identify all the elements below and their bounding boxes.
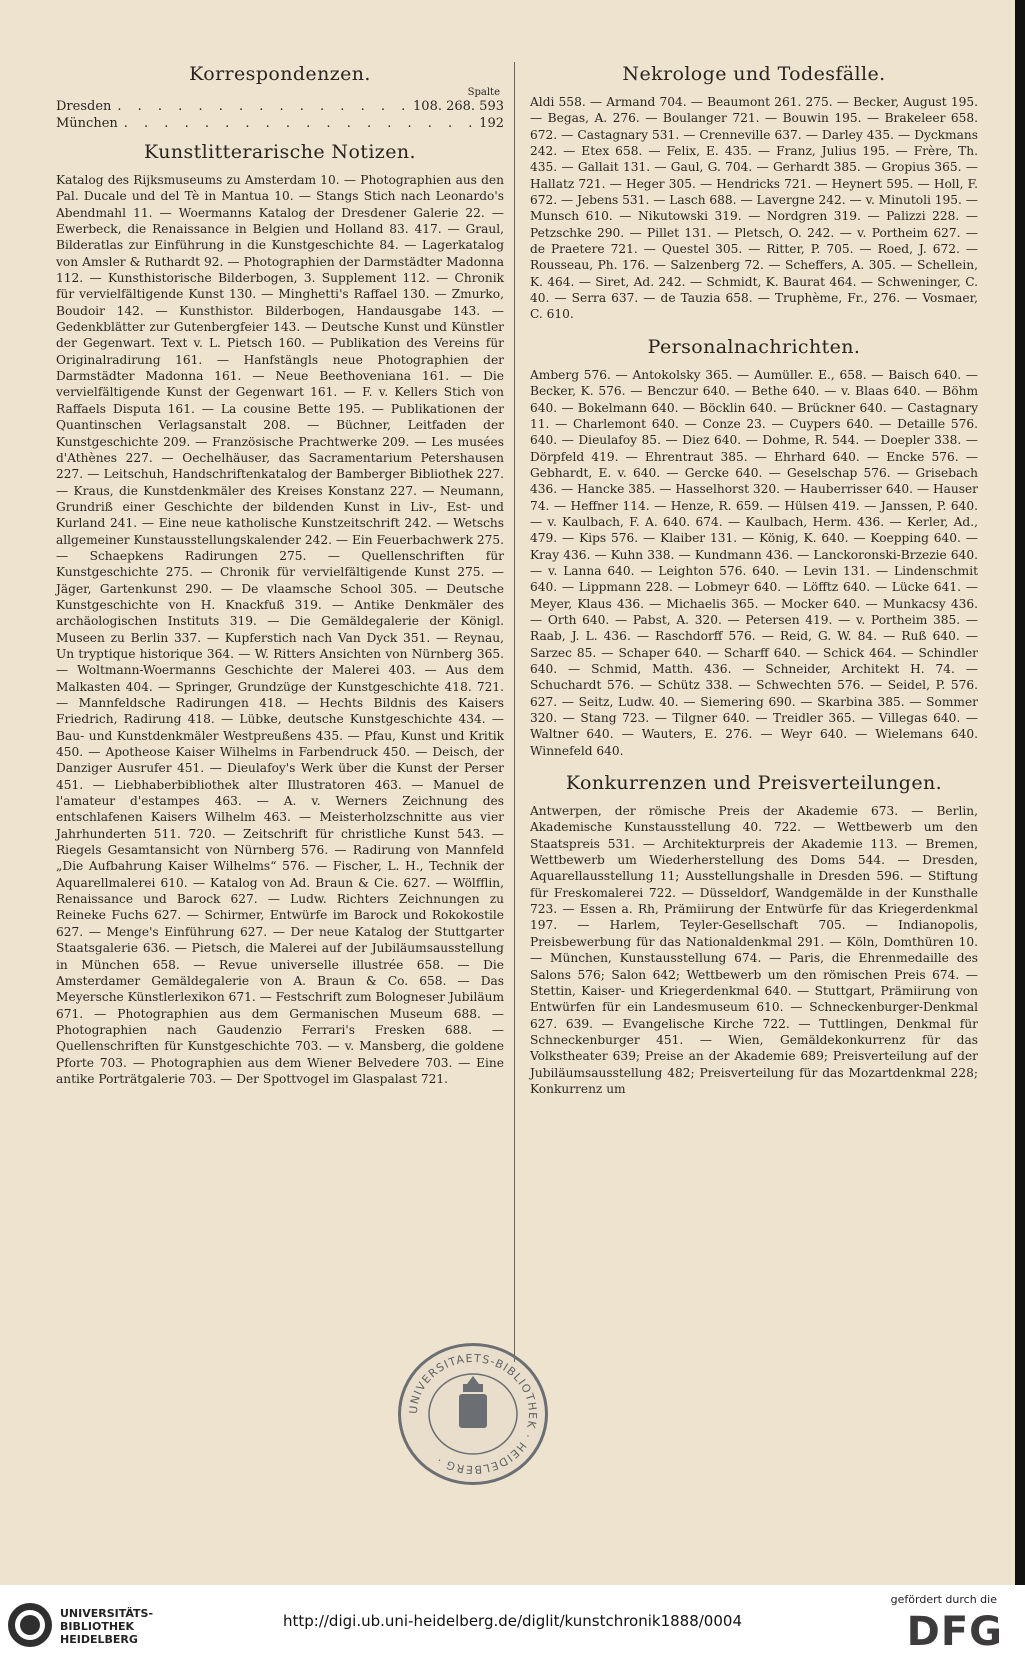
toc-leader <box>117 98 407 115</box>
notizen-heading: Kunstlitterarische Notizen. <box>144 141 416 163</box>
toc-row <box>56 115 504 132</box>
konkurrenzen-text: Antwerpen, der römische Preis der Akademie 673. — Berlin, Akademische Kunstausstellung 40. 722. — Wettbewerb um den Staatspreis 531. — Architekturpreis der Akademie 113. — Bremen, Wettbewerb um Wiederherstellung des Doms 544. — Dresden, Aquarellausstellung 11; Ausstellungshalle in Dresden 596. — Stiftung für Freskomalerei 722. — Düsseldorf, Wandgemälde in der Kunsthalle 723. — Essen a. Rh, Prämiirung der Entwürfe für das Kriegerdenkmal 197. — Harlem, Teyler-Gesellschaft 705. — Indianopolis, Preisbewerbung für das Nationaldenkmal 291. — Köln, Domthüren 10. — München, Kunstausstellung 674. — Paris, die Ehrenmedaille des Salons 576; Salon 642; Wettbewerb um den römischen Preis 674. — Stettin, Kaiser- und Kriegerdenkmal 640. — Stuttgart, Prämiirung von Entwürfen für ein Landesmuseum 610. — Schneckenburger-Denkmal 627. 639. — Evangelische Kirche 722. — Tuttlingen, Denkmal für Schneckenburger 451. — Wien, Gemäldekonkurrenz für das Volkstheater 639; Preise an der Akademie 689; Preisverteilung auf der Jubiläumsausstellung 482; Preisverteilung für das Mozartdenkmal 228; Konkurrenz um <box>530 804 978 1096</box>
notizen-text: Katalog des Rijksmuseums zu Amsterdam 10. — Photographien aus den Pal. Ducale und del Tè in Mantua 10. — Stangs Stich nach Leonardo's Abendmahl 11. — Woermanns Katalog der Dresdener Galerie 22. — Ewerbeck, die Renaissance in Belgien und Holland 83. 417. — Graul, Bilderatlas zur Einführung in die Kunstgeschichte 84. — Lagerkatalog von Amsler & Ruthardt 92. — Photographien der Darmstädter Madonna 112. — Kunsthistorische Bilderbogen, 3. Supplement 112. — Chronik für vervielfältigende Kunst 130. — Minghetti's Raffael 130. — Zmurko, Boudoir 142. — Kunsthistor. Bilderbogen, Handausgabe 143. — Gedenkblätter zur Gutenbergfeier 143. — Deutsche Kunst und Künstler der Gegenwart. Text v. L. Pietsch 160. — Publikation des Vereins für Originalradirung 161. — Hanfstängls neue Photographien der Darmstädter Madonna 161. — Neue Beethoveniana 161. — Die vervielfältigende Kunst der Gegenwart 161. — F. v. Kellers Stich von Raffaels Disputa 161. — La cousine Bette 195. — Publikationen der Quantinschen Verlagsanstalt 208. — Büchner, Leitfaden der Kunstgeschichte 209. — Französische Prachtwerke 209. — Les musées d'Athènes 227. — Oechelhäuser, das Sacramentarium Petershausen 227. — Leitschuh, Handschriftenkatalog der Bamberger Bibliothek 227. — Kraus, die Kunstdenkmäler des Kreises Konstanz 227. — Neumann, Grundriß einer Geschichte der bildenden Kunst in Liv-, Est- und Kurland 241. — Eine neue katholische Kunstzeitschrift 242. — Wetschs allgemeiner Kunstausstellungskalender 242. — Ein Feuerbachwerk 275. — Schaepkens Radirungen 275. — Quellenschriften für Kunstgeschichte 275. — Chronik für vervielfältigende Kunst 275. — Jäger, Gartenkunst 290. — De vlaamsche School 305. — Deutsche Kunstgeschichte von H. Knackfuß 319. — Antike Denkmäler des archäologischen Instituts 319. — Die Gemäldegalerie der Königl. Museen zu Berlin 337. — Kupferstich nach Van Dyck 351. — Reynau, Un tryptique historique 364. — W. Ritters Ansichten von Nürnberg 365. — Woltmann-Woermanns Geschichte der Malerei 403. — Aus dem Malkasten 404. — Springer, Grundzüge der Kunstgeschichte 418. 721. — Mannfeldsche Radirungen 418. — Hechts Bildnis des Kaisers Friedrich, Radirung 418. — Lübke, deutsche Kunstgeschichte 434. — Bau- und Kunstdenkmäler Westpreußens 435. — Pfau, Kunst und Kritik 450. — Apotheose Kaiser Wilhelms in Farbendruck 450. — Deisch, der Danziger Ausrufer 451. — Dieulafoy's Werk über die Kunst der Perser 451. — Liebhaberbibliothek alter Illustratoren 463. — Manuel de l'amateur d'estampes 463. — A. v. Werners Zeichnung des entschlafenen Kaisers Wilhelm 463. — Meisterholzschnitte aus vier Jahrhunderten 511. 720. — Zeitschrift für christliche Kunst 543. — Riegels Gesamtansicht von Nürnberg 576. — Radirung von Mannfeld „Die Aufbahrung Kaiser Wilhelms“ 576. — Fischer, L. H., Technik der Aquarellmalerei 610. — Katalog von Ad. Braun & Cie. 627. — Wölfflin, Renaissance und Barock 627. — Ludw. Richters Zeichnungen zu Reineke Fuchs 627. — Schirmer, Entwürfe im Barock und Rokokostile 627. — Menge's Einführung 627. — Der neue Katalog der Stuttgarter Staatsgalerie 636. — Pietsch, die Malerei auf der Jubiläumsausstellung in München 658. — Revue universelle illustrée 658. — Die Amsterdamer Gemäldegalerie von A. Braun & Co. 658. — Das Meyersche Künstlerlexikon 671. — Festschrift zum Bologneser Jubiläum 671. — Photographien aus dem Germanischen Museum 688. — Photographien nach Gaudenzio Ferrari's Fresken 688. — Quellenschriften für Kunstgeschichte 703. — v. Mansberg, die goldene Pforte 703. — Photographien aus dem Wiener Belvedere 703. — Eine antike Porträtgalerie 703. — Der Spottvogel im Glaspalast 721. <box>56 173 505 1086</box>
university-name-line: HEIDELBERG <box>60 1633 138 1646</box>
left-column <box>56 62 504 1099</box>
toc-pages: 192 <box>479 116 504 131</box>
toc-label: München <box>56 116 118 131</box>
funded-by-text: gefördert durch die <box>890 1593 997 1606</box>
stamp-graphic <box>401 1346 545 1482</box>
toc-row <box>56 98 504 115</box>
source-url[interactable]: http://digi.ub.uni-heidelberg.de/diglit/kunstchronik1888/0004 <box>282 1612 742 1630</box>
column-divider <box>514 62 515 1362</box>
personal-text: Amberg 576. — Antokolsky 365. — Aumüller. E., 658. — Baisch 640. — Becker, K. 576. — Benczur 640. — Bethe 640. — v. Blaas 640. — Böhm 640. — Bokelmann 640. — Böcklin 640. — Brückner 640. — Castagnary 11. — Charlemont 640. — Conze 23. — Cuypers 640. — Detaille 576. 640. — Dieulafoy 85. — Diez 640. — Dohme, R. 544. — Doepler 338. — Dörpfeld 419. — Ehrentraut 385. — Ehrhard 640. — Encke 576. — Gebhardt, E. v. 640. — Gercke 640. — Geselschap 576. — Grisebach 436. — Hancke 385. — Hasselhorst 320. — Hauberrisser 640. — Hauser 74. — Heffner 114. — Henze, R. 659. — Hülsen 419. — Janssen, P. 640. — v. Kaulbach, F. A. 640. 674. — Kaulbach, Herm. 436. — Kerler, Ad., 479. — Kips 576. — Klaiber 131. — König, K. 640. — Koepping 640. — Kray 436. — Kuhn 338. — Kundmann 436. — Lanckoronski-Brzezie 640. — v. Lanna 640. — Leighton 576. 640. — Levin 131. — Lindenschmit 640. — Lippmann 228. — Lobmeyr 640. — Löfftz 640. — Lücke 641. — Meyer, Klaus 436. — Michaelis 365. — Mocker 640. — Munkacsy 436. — Orth 640. — Pabst, A. 320. — Petersen 419. — v. Portheim 385. — Raab, J. L. 436. — Raschdorff 576. — Reid, G. W. 84. — Ruß 640. — Sarzec 85. — Schaper 640. — Scharff 640. — Schick 464. — Schindler 640. — Schmid, Matth. 436. — Schneider, Architekt H. 74. — Schuchardt 576. — Schütz 338. — Schwechten 576. — Seidel, P. 576. 627. — Seitz, Ludw. 40. — Siemering 690. — Skarbina 385. — Sommer 320. — Stang 723. — Tilgner 640. — Treidler 365. — Villegas 640. — Waltner 640. — Wauters, E. 276. — Weyr 640. — Wielemans 640. Winnefeld 640. <box>530 367 978 758</box>
toc-leader <box>124 115 473 132</box>
university-name-line: UNIVERSITÄTS- <box>60 1607 154 1620</box>
toc-pages: 108. 268. 593 <box>413 99 504 114</box>
crest-icon <box>459 1376 487 1428</box>
library-stamp <box>398 1343 548 1485</box>
dfg-logo: DFG <box>906 1609 1003 1655</box>
right-column <box>530 62 978 1109</box>
nekrologe-text: Aldi 558. — Armand 704. — Beaumont 261. 275. — Becker, August 195. — Begas, A. 276. — Boulanger 721. — Bouwin 195. — Brakeleer 658. 672. — Castagnary 531. — Crenneville 637. — Darley 435. — Dyckmans 242. — Etex 658. — Felix, E. 435. — Franz, Julius 195. — Frère, Th. 435. — Gallait 131. — Gaul, G. 704. — Gerhardt 385. — Gropius 365. — Hallatz 721. — Heger 305. — Hendricks 721. — Heynert 595. — Holl, F. 672. — Jebens 531. — Lasch 688. — Lavergne 242. — v. Minutoli 195. — Munsch 610. — Nikutowski 319. — Nordgren 319. — Palizzi 228. — Petzschke 290. — Pillet 131. — Pletsch, O. 242. — v. Portheim 627. — de Praetere 721. — Questel 305. — Ritter, P. 705. — Roed, J. 672. — Rousseau, Ph. 176. — Salzenberg 72. — Scheffers, A. 305. — Schellein, K. 464. — Siret, Ad. 242. — Schmidt, K. Baurat 464. — Schweninger, C. 40. — Serra 637. — de Tauzia 658. — Truphème, Fr., 276. — Vosmaer, C. 610. <box>530 95 978 322</box>
personal-heading: Personalnachrichten. <box>647 335 861 358</box>
stamp-text: UNIVERSITAETS-BIBLIOTHEK · HEIDELBERG · <box>406 1351 540 1477</box>
university-name-line: BIBLIOTHEK <box>60 1620 135 1633</box>
spalte-label: Spalte <box>467 87 500 98</box>
konkurrenzen-heading: Konkurrenzen und Preisverteilungen. <box>565 772 943 795</box>
nekrologe-heading: Nekrologe und Todesfälle. <box>622 63 886 85</box>
toc-label: Dresden <box>56 99 112 114</box>
korrespondenzen-heading: Korrespondenzen. <box>189 63 371 85</box>
